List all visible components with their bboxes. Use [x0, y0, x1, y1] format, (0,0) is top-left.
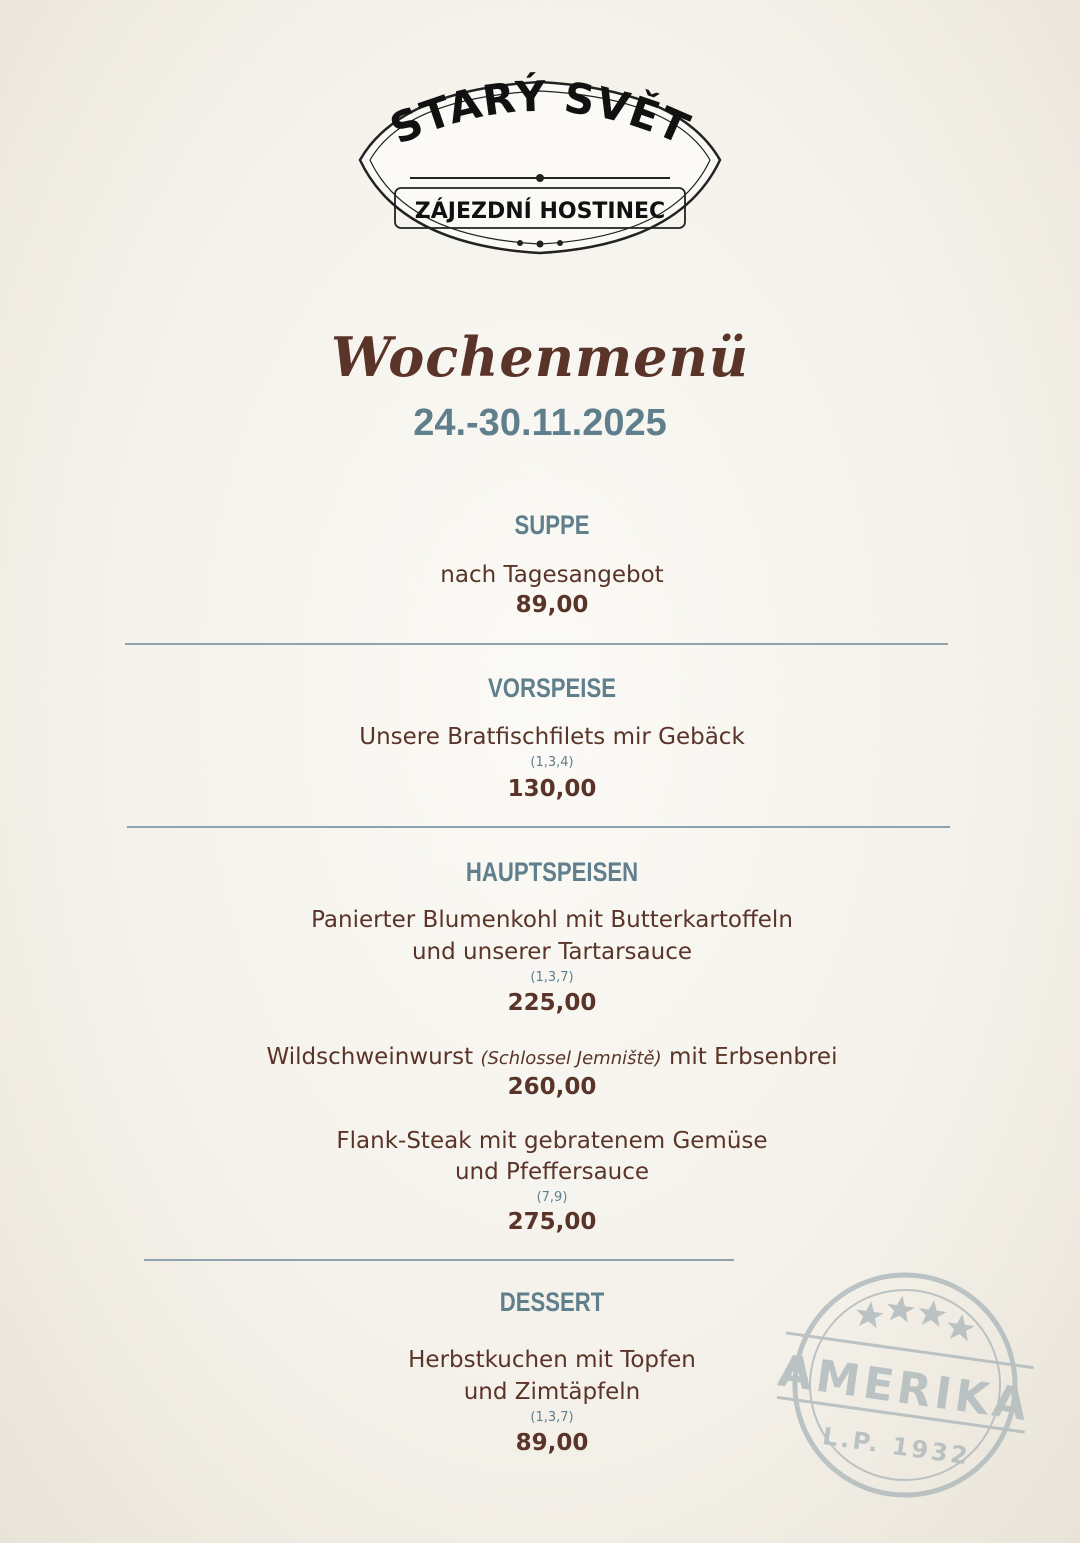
dish-name: nach Tagesangebot: [440, 562, 664, 588]
stamp-word: AMERIKA: [775, 1345, 1034, 1432]
dish-name-line1: Flank-Steak mit gebratenem Gemüse: [336, 1128, 768, 1154]
dish-price: 260,00: [507, 1074, 597, 1100]
dish-name: [0, 1042, 1080, 1074]
section-heading-dessert: DESSERT: [499, 1287, 605, 1317]
dish-price: 89,00: [515, 1430, 589, 1456]
amerika-stamp: [770, 1265, 1040, 1505]
dish-price: 130,00: [507, 776, 597, 802]
stamp-sub: L.P. 1932: [820, 1422, 973, 1471]
dish-origin-note: (Schlossel Jemniště): [480, 1048, 662, 1069]
dish-allergens: (1,3,4): [530, 755, 574, 770]
dish-name: Unsere Bratfischfilets mir Gebäck: [359, 724, 745, 750]
section-heading-hauptspeisen: HAUPTSPEISEN: [465, 857, 639, 887]
dish-name-line1: Herbstkuchen mit Topfen: [408, 1347, 696, 1373]
dish-name-line2: und Pfeffersauce: [454, 1159, 650, 1185]
dish-name-line1: Panierter Blumenkohl mit Butterkartoffeln: [311, 907, 793, 933]
dish-allergens: (1,3,7): [530, 1410, 574, 1425]
section-divider: [125, 643, 948, 645]
section-heading-vorspeise: VORSPEISE: [488, 673, 616, 703]
dish-allergens: (7,9): [536, 1190, 568, 1205]
dish-price: 275,00: [507, 1209, 597, 1235]
dish-price: 225,00: [507, 990, 597, 1016]
menu-date: 24.-30.11.2025: [413, 402, 667, 444]
dish-name-side: mit Erbsenbrei: [668, 1044, 838, 1070]
logo-name: STARÝ SVĚT: [383, 71, 698, 154]
section-divider: [127, 826, 950, 828]
dish-price: 89,00: [515, 592, 589, 618]
dish-allergens: (1,3,7): [530, 970, 574, 985]
dish-name-line2: und unserer Tartarsauce: [411, 939, 693, 965]
section-heading-suppe: SUPPE: [514, 510, 590, 540]
dish-name-line2: und Zimtäpfeln: [463, 1379, 641, 1405]
section-divider: [144, 1259, 734, 1261]
menu-title: Wochenmenü: [330, 325, 750, 389]
restaurant-logo: [340, 60, 740, 275]
dish-name-main: Wildschweinwurst: [266, 1044, 474, 1070]
logo-subtitle: ZÁJEZDNÍ HOSTINEC: [414, 199, 666, 224]
